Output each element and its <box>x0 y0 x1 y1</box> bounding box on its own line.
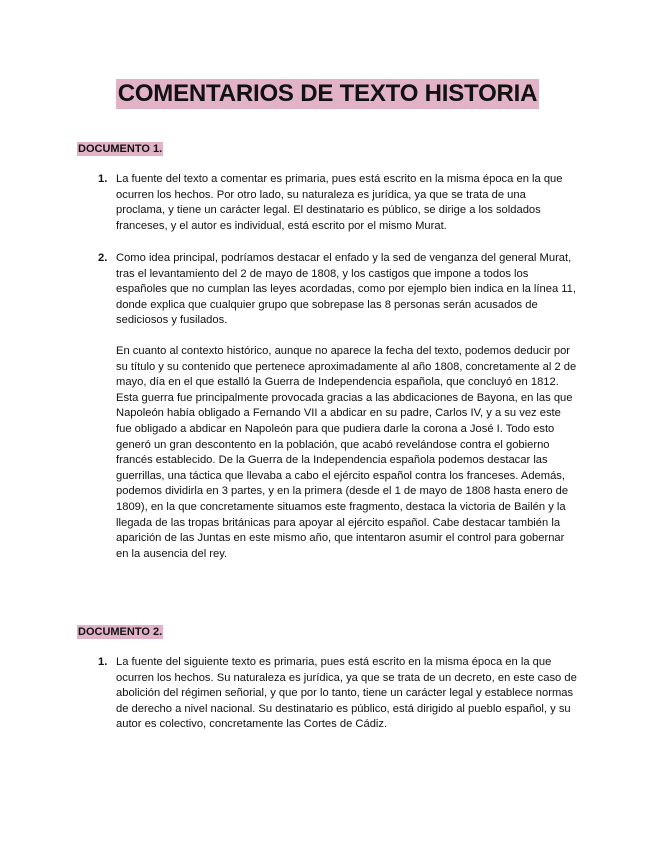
item-number: 1. <box>98 173 108 185</box>
document-1-heading: DOCUMENTO 1. <box>78 143 163 155</box>
document-1-item-2 <box>98 251 578 329</box>
document-2-item-1 <box>98 655 578 733</box>
item-text: La fuente del texto a comentar es primaria, pues está escrito en la misma época en la que ocurren los hechos. Por otro lado, su naturaleza es jurídica, ya que se trata de una proclama, y tiene un carácter legal. El destinatario es público, se dirige a los soldados franceses, y el autor es individual, está escrito por el mismo Murat. <box>116 173 563 232</box>
item-text: Como idea principal, podríamos destacar el enfado y la sed de venganza del general Murat, tras el levantamiento del 2 de mayo de 1808, y los castigos que impone a todos los españoles que no cumplan las leyes acordadas, como por ejemplo bien indica en la línea 11, donde explica que cualquier grupo que sobrepase las 8 personas serán acusados de sediciosos y fusilados. <box>116 252 577 327</box>
item-text: La fuente del siguiente texto es primaria, pues está escrito en la misma época en la que ocurren los hechos. Su naturaleza es jurídica, ya que se trata de un decreto, en este caso de abolición del régimen señorial, y que por lo tanto, tiene un carácter legal y establece normas de derecho a nivel nacional. Su destinatario es público, está dirigido al pueblo español, y su autor es colectivo, concretamente las Cortes de Cádiz. <box>116 656 577 731</box>
paragraph: En cuanto al contexto histórico, aunque no aparece la fecha del texto, podemos deducir por su título y su contenido que pertenece aproximadamente al año 1808, concretamente al 2 de mayo, día en el que estalló la Guerra de Independencia española, que concluyó en 1812. Esta guerra fue principalmente provocada gracias a las abdicaciones de Bayona, en las que Napoleón había obligado a Fernando VII a abdicar en su padre, Carlos IV, y a su vez este fue obligado a abdicar en Napoleón para que pudiera darle la corona a José I. Todo esto generó un gran descontento en la población, que acabó revelándose contra el gobierno francés establecido. De la Guerra de la Independencia española podemos destacar las guerrillas, una táctica que llevaba a cabo el ejército español contra los franceses. Además, podemos dividirla en 3 partes, y en la primera (desde el 1 de mayo de 1808 hasta enero de 1809), en la que concretamente situamos este fragmento, destaca la victoria de Bailén y la llegada de las tropas británicas para apoyar al ejército español. Cabe destacar también la aparición de las Juntas en este mismo año, que intentaron asumir el control para gobernar en la ausencia del rey. <box>116 345 577 560</box>
item-number: 2. <box>98 252 108 264</box>
document-2-heading: DOCUMENTO 2. <box>78 626 163 638</box>
page-title: COMENTARIOS DE TEXTO HISTORIA <box>117 80 538 107</box>
list-item <box>98 172 578 234</box>
item-number: 1. <box>98 656 108 668</box>
document-1-item-2-continuation <box>98 344 578 562</box>
list-item <box>98 655 578 733</box>
title-wrapper <box>0 79 655 109</box>
list-item <box>98 251 578 329</box>
document-1-item-1 <box>98 172 578 234</box>
